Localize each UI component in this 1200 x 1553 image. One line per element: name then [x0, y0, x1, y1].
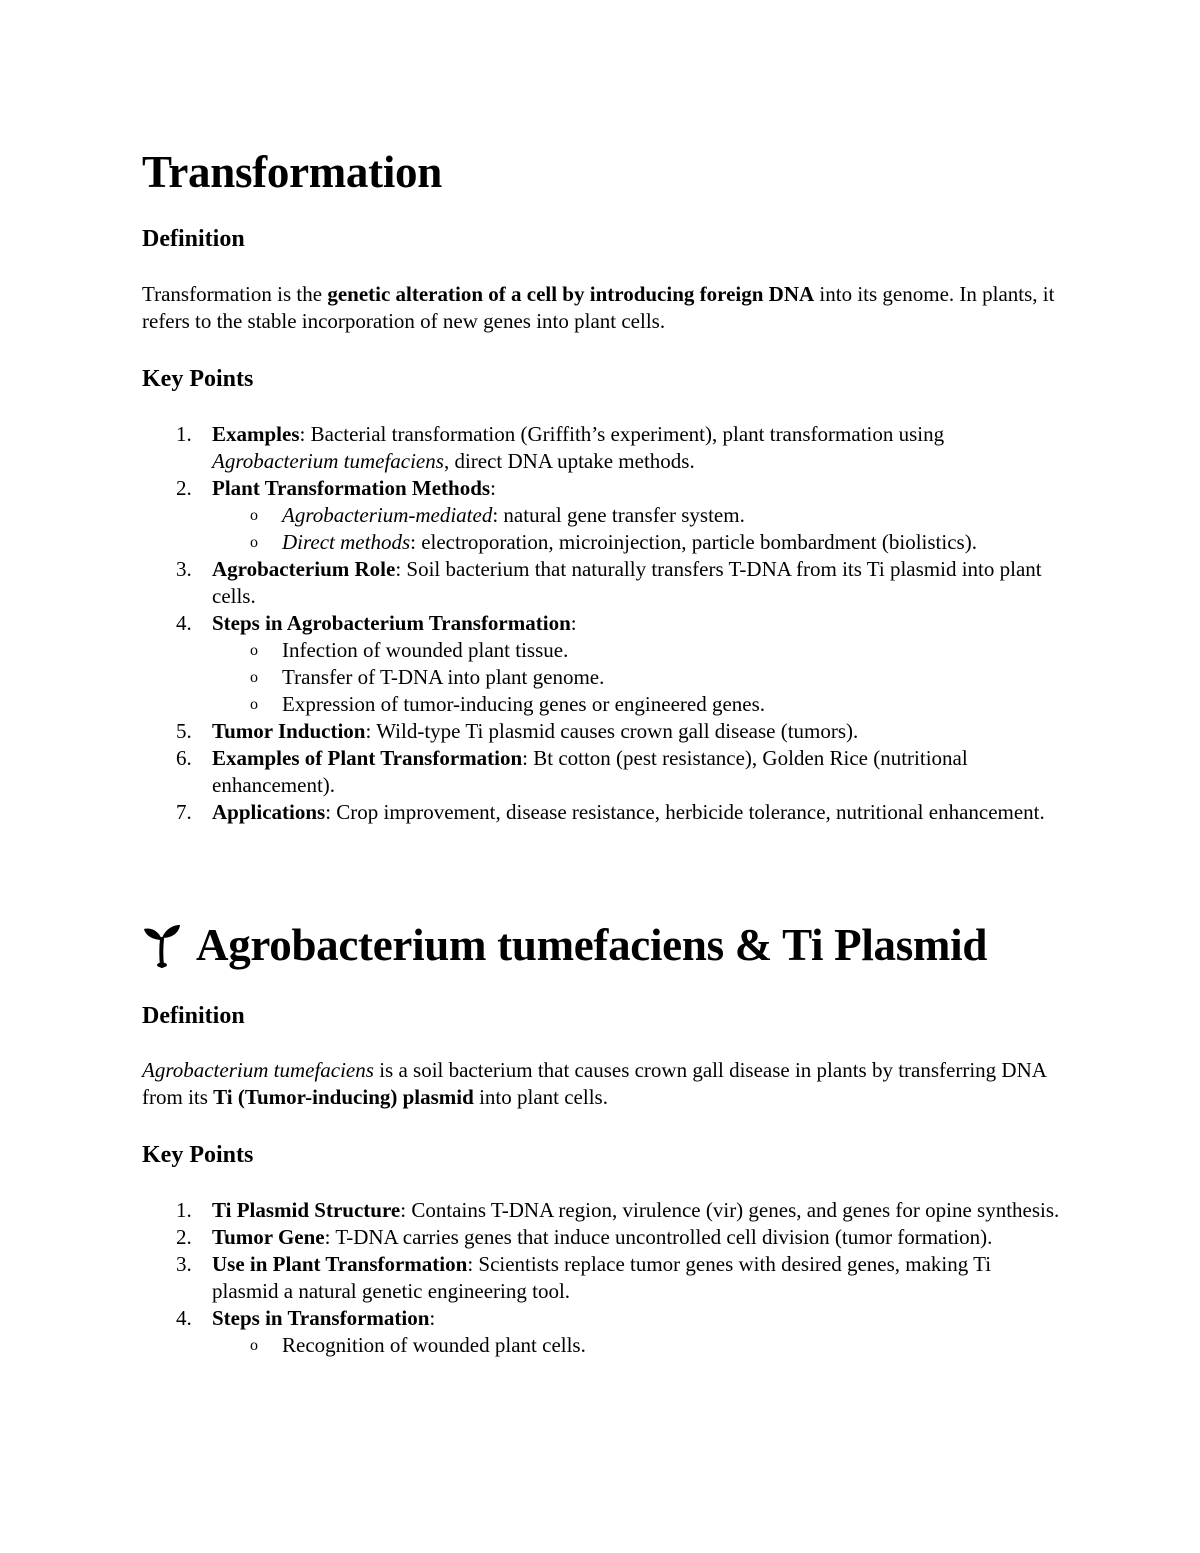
definition-text: into plant cells.	[473, 1085, 608, 1109]
list-number: 4.	[176, 611, 192, 635]
list-item	[142, 556, 1062, 610]
key-points-list	[142, 421, 1062, 826]
list-number: 2.	[176, 476, 192, 500]
sub-item-italic: Direct methods	[282, 530, 411, 554]
sub-list-item	[212, 1332, 1062, 1359]
list-number: 1.	[176, 422, 192, 446]
sub-item-text: Transfer of T-DNA into plant genome.	[282, 665, 605, 689]
sub-item-italic: Agrobacterium-mediated	[282, 503, 493, 527]
item-text: : Bt cotton (pest resistance), Golden Rice (nutritional enhancement).	[212, 746, 968, 797]
list-item	[142, 1197, 1062, 1224]
sub-list	[212, 1332, 1062, 1359]
item-label: Steps in Agrobacterium Transformation	[212, 611, 571, 635]
definition-paragraph	[142, 1057, 1062, 1111]
list-number: 6.	[176, 746, 192, 770]
definition-heading: Definition	[142, 1003, 245, 1029]
item-text: :	[490, 476, 496, 500]
definition-heading: Definition	[142, 226, 245, 252]
item-label: Agrobacterium Role	[212, 557, 396, 581]
sub-list-item	[212, 529, 1062, 556]
list-number: 4.	[176, 1306, 192, 1330]
bullet-icon: o	[250, 669, 258, 686]
item-label: Use in Plant Transformation	[212, 1252, 468, 1276]
sub-item-text: : natural gene transfer system.	[492, 503, 745, 527]
list-item	[142, 1305, 1062, 1359]
bullet-icon: o	[250, 696, 258, 713]
sub-list-item	[212, 637, 1062, 664]
item-label: Ti Plasmid Structure	[212, 1198, 401, 1222]
list-number: 1.	[176, 1198, 192, 1222]
item-text: , direct DNA uptake methods.	[443, 449, 695, 473]
list-number: 2.	[176, 1225, 192, 1249]
list-item	[142, 1224, 1062, 1251]
item-text: : T-DNA carries genes that induce uncontrolled cell division (tumor formation).	[324, 1225, 993, 1249]
item-text: : Scientists replace tumor genes with desired genes, making Ti plasmid a natural genetic engineering tool.	[212, 1252, 992, 1303]
item-label: Steps in Transformation	[212, 1306, 430, 1330]
list-item	[142, 718, 1062, 745]
definition-text: Transformation is the	[142, 282, 328, 306]
bullet-icon: o	[250, 534, 258, 551]
sub-list-item	[212, 502, 1062, 529]
item-label: Tumor Induction	[212, 719, 366, 743]
definition-italic-text: Agrobacterium tumefaciens	[142, 1058, 374, 1082]
sub-list-item	[212, 664, 1062, 691]
list-item	[142, 475, 1062, 556]
sub-item-text: Recognition of wounded plant cells.	[282, 1333, 586, 1357]
list-item	[142, 610, 1062, 718]
item-text: :	[429, 1306, 436, 1330]
item-text: :	[570, 611, 577, 635]
seedling-icon	[142, 922, 182, 968]
list-number: 3.	[176, 557, 192, 581]
key-points-list	[142, 1197, 1062, 1359]
definition-text: is a soil bacterium that causes crown gall disease in plants by transferring DNA from its	[142, 1058, 1046, 1109]
list-number: 7.	[176, 800, 192, 824]
list-number: 5.	[176, 719, 192, 743]
item-text: : Crop improvement, disease resistance, herbicide tolerance, nutritional enhancement.	[325, 800, 1045, 824]
list-number: 3.	[176, 1252, 192, 1276]
section-title-text: Agrobacterium tumefaciens & Ti Plasmid	[196, 920, 988, 970]
bullet-icon: o	[250, 642, 258, 659]
definition-bold-text: genetic alteration of a cell by introducing foreign DNA	[327, 282, 815, 306]
key-points-heading: Key Points	[142, 1142, 254, 1168]
item-text: : Soil bacterium that naturally transfers T-DNA from its Ti plasmid into plant cells.	[212, 557, 1042, 608]
item-text: : Contains T-DNA region, virulence (vir) genes, and genes for opine synthesis.	[400, 1198, 1060, 1222]
section-title: Transformation	[142, 147, 442, 197]
list-item	[142, 1251, 1062, 1305]
item-label: Examples	[212, 422, 300, 446]
definition-bold-text: Ti (Tumor-inducing) plasmid	[213, 1085, 474, 1109]
item-label: Tumor Gene	[212, 1225, 325, 1249]
definition-paragraph	[142, 281, 1062, 335]
item-text: : Wild-type Ti plasmid causes crown gall disease (tumors).	[365, 719, 859, 743]
list-item	[142, 421, 1062, 475]
list-item	[142, 799, 1062, 826]
item-italic-text: Agrobacterium tumefaciens	[212, 449, 444, 473]
sub-item-text: Infection of wounded plant tissue.	[282, 638, 569, 662]
key-points-heading: Key Points	[142, 366, 254, 392]
item-label: Examples of Plant Transformation	[212, 746, 523, 770]
item-label: Applications	[212, 800, 326, 824]
bullet-icon: o	[250, 507, 258, 524]
sub-list	[212, 502, 1062, 556]
sub-list	[212, 637, 1062, 718]
sub-item-text: : electroporation, microinjection, particle bombardment (biolistics).	[410, 530, 977, 554]
sub-item-text: Expression of tumor-inducing genes or engineered genes.	[282, 692, 766, 716]
sub-list-item	[212, 691, 1062, 718]
item-label: Plant Transformation Methods	[212, 476, 491, 500]
item-text: : Bacterial transformation (Griffith’s experiment), plant transformation using	[299, 422, 945, 446]
definition-text: into its genome. In plants, it refers to the stable incorporation of new genes into plant cells.	[142, 282, 1055, 333]
list-item	[142, 745, 1062, 799]
section-title	[142, 918, 987, 972]
bullet-icon: o	[250, 1337, 258, 1354]
